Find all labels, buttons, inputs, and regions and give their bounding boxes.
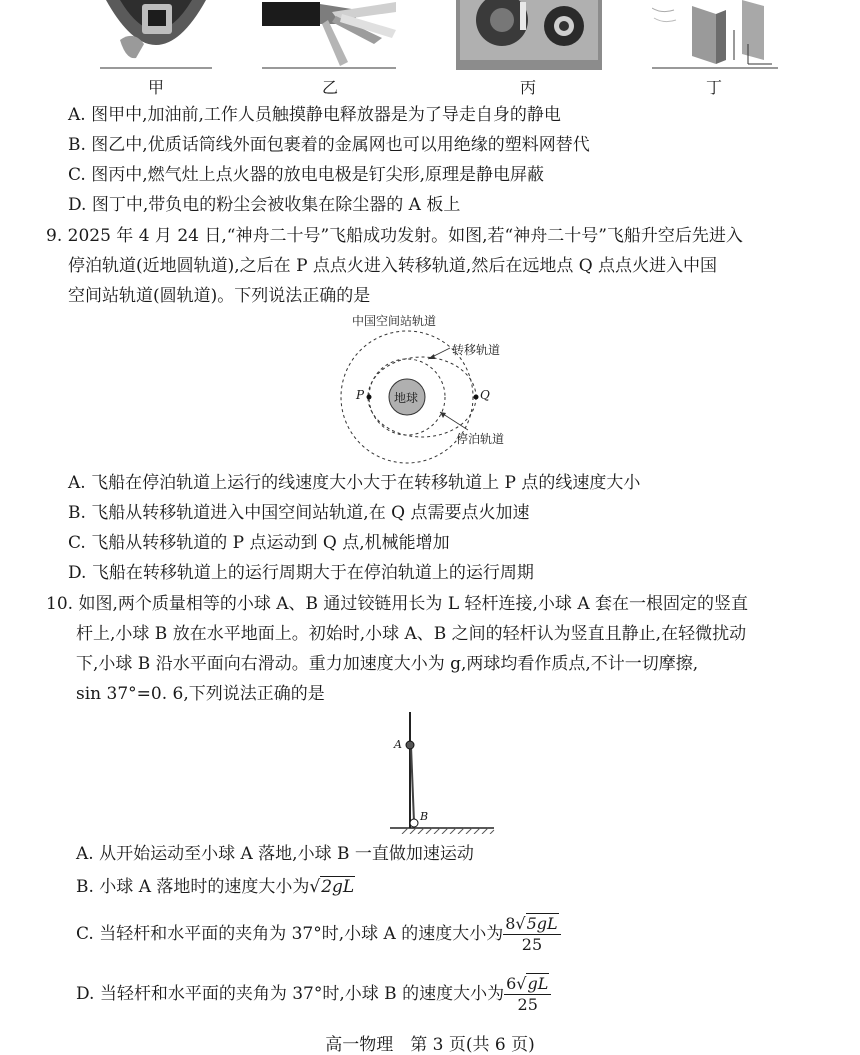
q9-option-c: C. 飞船从转移轨道的 P 点运动到 Q 点,机械能增加 bbox=[68, 533, 450, 553]
caption-ding: 丁 bbox=[705, 78, 722, 97]
q10-option-d bbox=[76, 972, 551, 1016]
label-transfer-orbit: 转移轨道 bbox=[452, 343, 501, 357]
label-p: P bbox=[356, 388, 365, 402]
label-parking-orbit: 停泊轨道 bbox=[456, 432, 505, 446]
orbit-diagram bbox=[330, 310, 530, 470]
q10-option-d-denominator: 25 bbox=[517, 995, 538, 1014]
label-ball-a: A bbox=[394, 738, 402, 751]
q10-option-b: B. 小球 A 落地时的速度大小为√2gL bbox=[76, 877, 355, 897]
point-q bbox=[474, 395, 479, 400]
q10-option-d-coef: 6 bbox=[506, 974, 517, 993]
photo-jia bbox=[100, 0, 212, 70]
q10-option-d-text: D. 当轻杆和水平面的夹角为 37°时,小球 B 的速度大小为 bbox=[76, 984, 505, 1004]
point-p bbox=[367, 395, 372, 400]
page-footer: 高一物理 第 3 页(共 6 页) bbox=[325, 1035, 535, 1055]
q10-option-d-radicand: gL bbox=[527, 974, 549, 993]
q10-option-a: A. 从开始运动至小球 A 落地,小球 B 一直做加速运动 bbox=[76, 844, 474, 864]
q8-option-a: A. 图甲中,加油前,工作人员触摸静电释放器是为了导走自身的静电 bbox=[68, 105, 561, 125]
label-q: Q bbox=[480, 388, 490, 402]
rod-diagram bbox=[390, 708, 500, 834]
q10-option-c bbox=[76, 912, 561, 956]
q10-option-b-radicand: 2gL bbox=[321, 877, 355, 897]
q10-option-d-fraction: $\frac{6√gL}{25}$ bbox=[504, 974, 551, 1015]
q10-option-c-radicand: 5gL bbox=[526, 914, 558, 933]
label-station-orbit: 中国空间站轨道 bbox=[352, 314, 437, 328]
q9-stem-line-1: 9. 2025 年 4 月 24 日,“神舟二十号”飞船成功发射。如图,若“神舟二十号”飞船升空后先进入 bbox=[46, 226, 743, 246]
caption-bing: 丙 bbox=[519, 78, 536, 97]
q10-option-c-fraction: $\frac{8√5gL}{25}$ bbox=[503, 914, 560, 955]
q10-option-b-text: B. 小球 A 落地时的速度大小为 bbox=[76, 877, 310, 897]
q9-stem-line-2: 停泊轨道(近地圆轨道),之后在 P 点点火进入转移轨道,然后在远地点 Q 点点火进入中国 bbox=[68, 256, 718, 276]
photo-ding bbox=[652, 0, 778, 70]
q10-stem-line-3: 下,小球 B 沿水平面向右滑动。重力加速度大小为 g,两球均看作质点,不计一切摩擦, bbox=[76, 654, 699, 674]
photo-bing bbox=[456, 0, 602, 70]
caption-yi: 乙 bbox=[321, 78, 338, 97]
q10-option-c-text: C. 当轻杆和水平面的夹角为 37°时,小球 A 的速度大小为 bbox=[76, 924, 504, 944]
ball-b bbox=[410, 819, 418, 827]
q8-option-c: C. 图丙中,燃气灶上点火器的放电电极是钉尖形,原理是静电屏蔽 bbox=[68, 165, 545, 185]
label-ball-b: B bbox=[420, 810, 429, 823]
q9-option-d: D. 飞船在转移轨道上的运行周期大于在停泊轨道上的运行周期 bbox=[68, 563, 534, 583]
light-rod bbox=[411, 746, 414, 822]
q10-stem-line-2: 杆上,小球 B 放在水平地面上。初始时,小球 A、B 之间的轻杆认为竖直且静止,在轻微扰动 bbox=[76, 624, 747, 644]
label-earth: 地球 bbox=[394, 391, 419, 405]
ball-a bbox=[406, 741, 414, 749]
q9-stem-line-3: 空间站轨道(圆轨道)。下列说法正确的是 bbox=[68, 286, 371, 306]
q8-option-d: D. 图丁中,带负电的粉尘会被收集在除尘器的 A 板上 bbox=[68, 195, 461, 215]
q9-option-b: B. 飞船从转移轨道进入中国空间站轨道,在 Q 点需要点火加速 bbox=[68, 503, 530, 523]
q9-option-a: A. 飞船在停泊轨道上运行的线速度大小大于在转移轨道上 P 点的线速度大小 bbox=[68, 473, 641, 493]
photo-yi bbox=[262, 0, 396, 70]
q10-stem-line-1: 10. 如图,两个质量相等的小球 A、B 通过铰链用长为 L 轻杆连接,小球 A 套在一根固定的竖直 bbox=[46, 594, 749, 614]
q10-option-c-denominator: 25 bbox=[521, 935, 543, 954]
q10-stem-line-4: sin 37°=0. 6,下列说法正确的是 bbox=[76, 684, 325, 704]
caption-jia: 甲 bbox=[147, 78, 164, 97]
q10-option-c-coef: 8 bbox=[505, 914, 516, 933]
q8-option-b: B. 图乙中,优质话筒线外面包裹着的金属网也可以用绝缘的塑料网替代 bbox=[68, 135, 590, 155]
